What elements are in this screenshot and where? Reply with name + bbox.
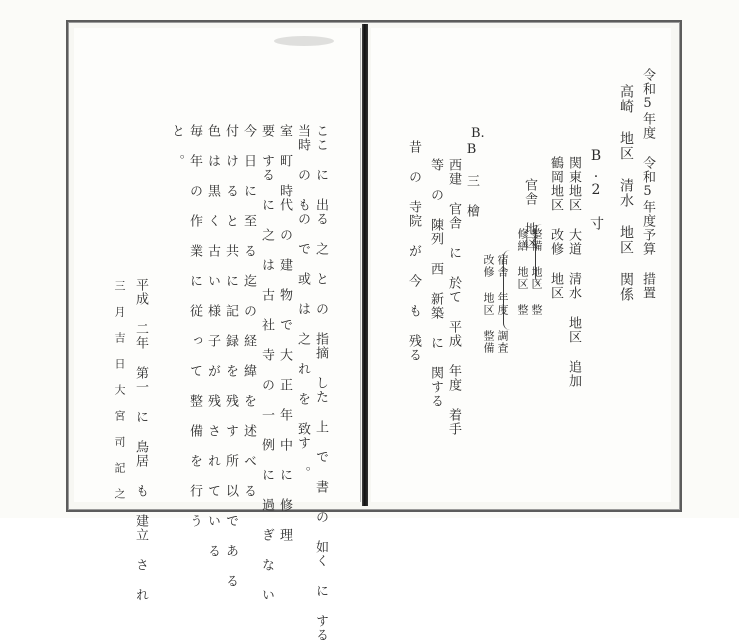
right-line-10: 昔 の 寺院 が 今 も 残る [406,140,421,362]
right-page [371,28,671,502]
left-line-9: と 。 [169,124,184,168]
right-sub-1: 整備 地区 整 [530,228,543,316]
left-line-2: 当時 の もの で 或 は 之 れ を 致す 。 [295,124,310,480]
right-line-3: B.2 寸 [588,148,604,231]
left-line-4: 要 する に 之 は 古 社 寺 の 一 例 に 過 ぎ な い [259,124,274,602]
right-line-6: 官舎 地区 [522,178,537,250]
page-stain [274,36,334,46]
section-heading-b: B. [471,126,485,141]
right-sub-2: 修繕 地区 整 [516,228,529,316]
left-page [74,28,361,642]
right-sub-4: 改修 地区 整備 [482,254,495,354]
open-book [66,20,682,642]
book-gutter [362,24,368,506]
right-line-2: 高崎 地区 清水 地区 関係 [618,84,634,302]
right-line-8: 西建 官舎 に 於て 平成 年度 着手 [446,158,461,436]
right-line-9: 等 の 陳列 西 新築 に 関する [428,158,443,408]
left-line-3: 室 町 時代 の 建 物 で 大 正 年 中 に 修 理 [277,124,292,542]
right-line-5: 鶴岡地区 改修 地区 [548,156,563,300]
left-line-1: ここ に 出る 之 と の 指摘 した 上 で 書 の 如く に する [313,124,328,642]
right-line-7: B 三 檜 [464,142,479,218]
right-line-4: 関東地区 大道 清水 地区 追加 [566,156,581,388]
right-sub-3: 宿舎 年度 調査 [496,254,509,354]
left-line-6: 付 け る と 共 に 記 録 を 残 す 所 以 で あ る [223,124,238,588]
left-line-5: 今 日 に 至 る 迄 の 経 緯 を 述 べ る [241,124,256,498]
left-line-8: 毎 年 の 作 業 に 従 っ て 整 備 を 行 う [187,124,202,528]
left-line-7: 色 は 黒 く 古 い 様 子 が 残 さ れ て い る [205,124,220,558]
left-note-1: 平成 二年 第一 に 鳥居 も 建立 さ れ [133,278,148,602]
left-note-2: 三 月 吉 日 大 宮 司 記 之 [113,280,126,500]
right-line-1: 令和5年度 令和5年度予算 措置 [640,68,655,300]
